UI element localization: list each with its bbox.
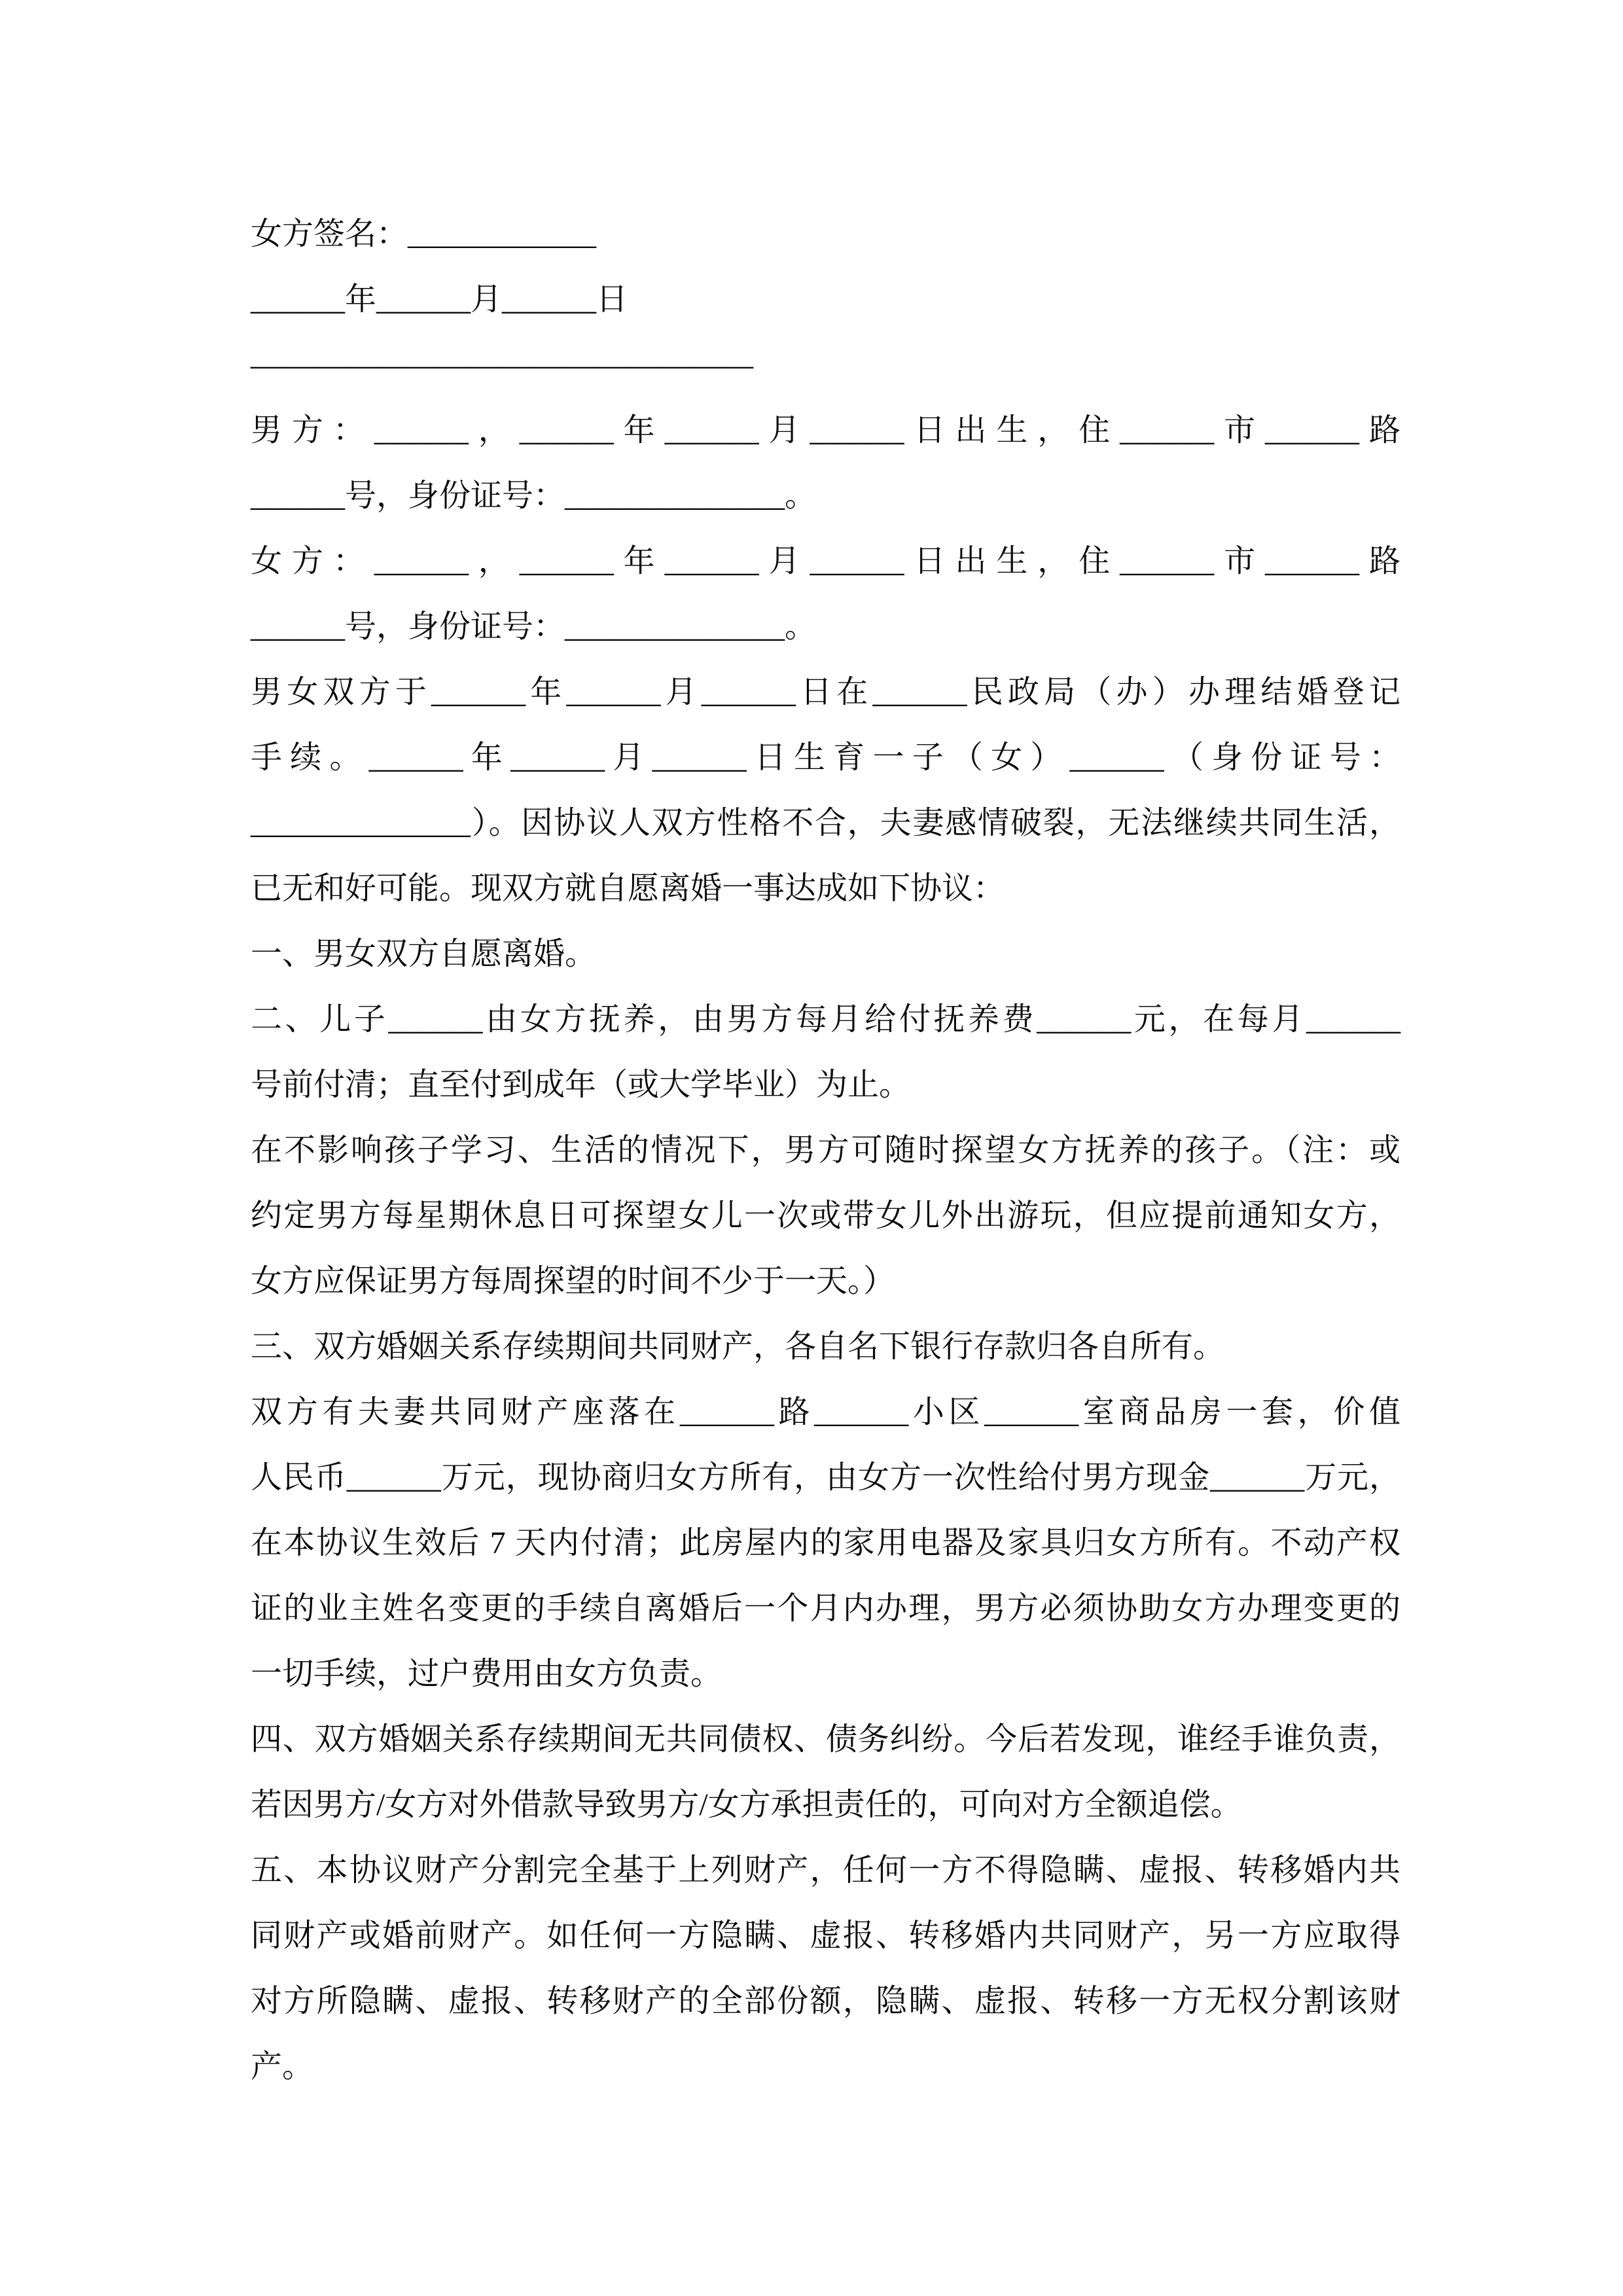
date-blank-line: ______年______月______日 <box>251 282 628 317</box>
text-line: 产。 <box>251 2049 314 2084</box>
text-line: 在本协议生效后 7 天内付清；此房屋内的家用电器及家具归女方所有。不动产权 <box>251 1526 1400 1560</box>
text-line: 在不影响孩子学习、生活的情况下，男方可随时探望女方抚养的孩子。（注：或 <box>251 1133 1400 1168</box>
text-line: 女方应保证男方每周探望的时间不少于一天。） <box>251 1264 895 1299</box>
text-line: ______________）。因协议人双方性格不合，夫妻感情破裂，无法继续共同生活， <box>251 806 1400 840</box>
clause-1-line: 一、男女双方自愿离婚。 <box>251 937 597 971</box>
divider-line: ———————————————— <box>251 348 753 382</box>
text-line: 对方所隐瞒、虚报、转移财产的全部份额，隐瞒、虚报、转移一方无权分割该财 <box>251 1984 1400 2018</box>
text-line: 证的业主姓名变更的手续自离婚后一个月内办理，男方必须协助女方办理变更的 <box>251 1591 1400 1626</box>
text-line: 已无和好可能。现双方就自愿离婚一事达成如下协议： <box>251 871 1005 906</box>
document-body <box>251 202 1400 2100</box>
text-line: ______号，身份证号：______________。 <box>251 609 817 644</box>
text-line: 同财产或婚前财产。如任何一方隐瞒、虚报、转移婚内共同财产，另一方应取得 <box>251 1918 1400 1953</box>
clause-3-line: 三、双方婚姻关系存续期间共同财产，各自名下银行存款归各自所有。 <box>251 1329 1225 1364</box>
text-line: 人民币______万元，现协商归女方所有，由女方一次性给付男方现金______万元， <box>251 1460 1400 1495</box>
clause-2-line: 二、儿子______由女方抚养，由男方每月给付抚养费______元，在每月______ <box>251 1002 1400 1037</box>
text-line: 约定男方每星期休息日可探望女儿一次或带女儿外出游玩，但应提前通知女方， <box>251 1198 1400 1233</box>
text-line: ______号，身份证号：______________。 <box>251 478 817 513</box>
text-line: 男方：______，______年______月______日出生，住______市______路 <box>251 413 1400 448</box>
signature-label-line: 女方签名：____________ <box>251 217 597 251</box>
text-line: 若因男方/女方对外借款导致男方/女方承担责任的，可向对方全额追偿。 <box>251 1787 1242 1822</box>
text-line: 号前付清；直至付到成年（或大学毕业）为止。 <box>251 1067 911 1102</box>
text-line: 一切手续，过户费用由女方负责。 <box>251 1657 722 1691</box>
text-line: 男女双方于______年______月______日在______民政局（办）办理结婚登记 <box>251 675 1400 709</box>
text-line: 双方有夫妻共同财产座落在______路______小区______室商品房一套，价值 <box>251 1395 1400 1429</box>
clause-4-line: 四、双方婚姻关系存续期间无共同债权、债务纠纷。今后若发现，谁经手谁负责， <box>251 1722 1400 1757</box>
text-line: 女方：______，______年______月______日出生，住______市______路 <box>251 544 1400 579</box>
text-line: 手续。______年______月______日生育一子（女）______（身份证号： <box>251 740 1400 775</box>
clause-5-line: 五、本协议财产分割完全基于上列财产，任何一方不得隐瞒、虚报、转移婚内共 <box>251 1853 1400 1888</box>
